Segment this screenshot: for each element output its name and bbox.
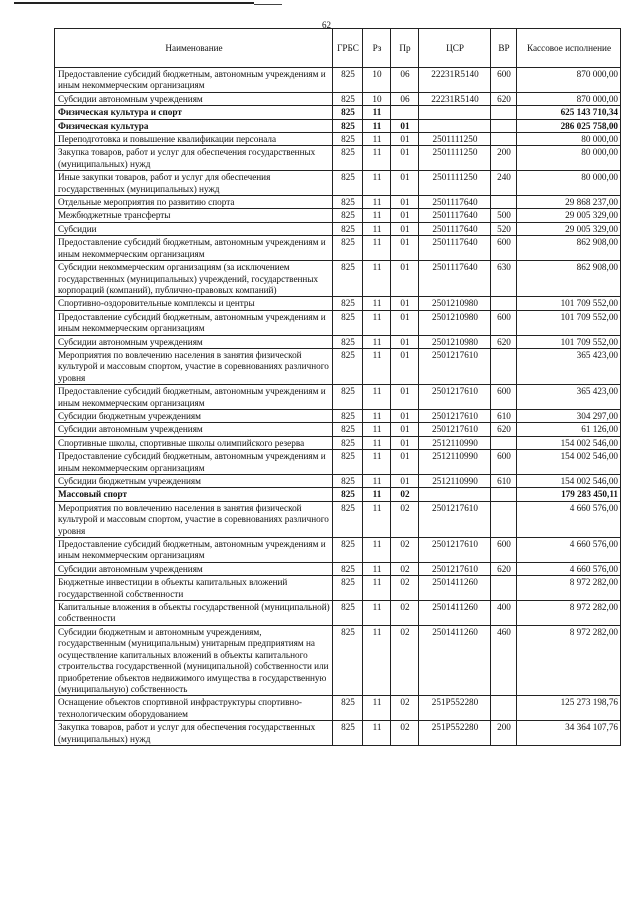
cell-rz: 11 [363, 297, 391, 310]
table-row [55, 119, 621, 132]
table-row [55, 209, 621, 222]
table-row [55, 261, 621, 297]
cell-name: Субсидии автономным учреждениям [55, 335, 333, 348]
header-amount: Кассовое исполнение [517, 29, 621, 68]
cell-name: Субсидии бюджетным учреждениям [55, 475, 333, 488]
cell-vr [491, 297, 517, 310]
table-row [55, 385, 621, 410]
table-row [55, 601, 621, 626]
cell-amount: 8 972 282,00 [517, 625, 621, 695]
cell-rz: 11 [363, 261, 391, 297]
cell-grbs: 825 [333, 68, 363, 93]
cell-grbs: 825 [333, 92, 363, 105]
cell-vr: 610 [491, 475, 517, 488]
cell-amount: 101 709 552,00 [517, 310, 621, 335]
cell-name: Мероприятия по вовлечению населения в занятия физической культурой и массовым спортом, участие в соревнованиях различного уровня [55, 348, 333, 384]
cell-csr [419, 106, 491, 119]
cell-amount: 80 000,00 [517, 171, 621, 196]
cell-name: Отдельные мероприятия по развитию спорта [55, 196, 333, 209]
cell-name: Предоставление субсидий бюджетным, автономным учреждениям и иным некоммерческим организациям [55, 385, 333, 410]
table-row [55, 488, 621, 501]
table-row [55, 562, 621, 575]
cell-amount: 862 908,00 [517, 261, 621, 297]
cell-name: Спортивно-оздоровительные комплексы и центры [55, 297, 333, 310]
table-row [55, 68, 621, 93]
scan-artifact-line [14, 2, 254, 4]
cell-grbs: 825 [333, 196, 363, 209]
table-row [55, 625, 621, 695]
cell-name: Закупка товаров, работ и услуг для обеспечения государственных (муниципальных) нужд [55, 146, 333, 171]
cell-name: Бюджетные инвестиции в объекты капитальных вложений государственной собственности [55, 576, 333, 601]
cell-amount: 34 364 107,76 [517, 721, 621, 746]
cell-grbs: 825 [333, 171, 363, 196]
cell-csr: 22231R5140 [419, 68, 491, 93]
page-number: 62 [322, 20, 331, 30]
cell-amount: 101 709 552,00 [517, 297, 621, 310]
cell-vr: 630 [491, 261, 517, 297]
cell-vr [491, 436, 517, 449]
cell-pr: 01 [391, 146, 419, 171]
cell-vr: 200 [491, 146, 517, 171]
cell-grbs: 825 [333, 488, 363, 501]
cell-name: Мероприятия по вовлечению населения в занятия физической культурой и массовым спортом, участие в соревнованиях различного уровня [55, 501, 333, 537]
cell-amount: 8 972 282,00 [517, 601, 621, 626]
cell-pr: 06 [391, 92, 419, 105]
cell-pr: 02 [391, 601, 419, 626]
cell-grbs: 825 [333, 436, 363, 449]
cell-grbs: 825 [333, 625, 363, 695]
cell-rz: 10 [363, 68, 391, 93]
table-row [55, 106, 621, 119]
cell-csr: 2512110990 [419, 436, 491, 449]
cell-pr: 01 [391, 335, 419, 348]
cell-vr [491, 196, 517, 209]
cell-amount: 870 000,00 [517, 92, 621, 105]
table-row [55, 146, 621, 171]
cell-rz: 11 [363, 436, 391, 449]
cell-amount: 365 423,00 [517, 385, 621, 410]
cell-grbs: 825 [333, 385, 363, 410]
cell-amount: 8 972 282,00 [517, 576, 621, 601]
cell-amount: 870 000,00 [517, 68, 621, 93]
table-row [55, 222, 621, 235]
cell-grbs: 825 [333, 119, 363, 132]
cell-csr: 2501111250 [419, 171, 491, 196]
cell-name: Предоставление субсидий бюджетным, автономным учреждениям и иным некоммерческим организациям [55, 538, 333, 563]
cell-grbs: 825 [333, 721, 363, 746]
cell-pr: 01 [391, 475, 419, 488]
cell-csr: 2501111250 [419, 133, 491, 146]
cell-grbs: 825 [333, 146, 363, 171]
cell-csr: 2501217610 [419, 538, 491, 563]
cell-name: Субсидии автономным учреждениям [55, 92, 333, 105]
cell-amount: 154 002 546,00 [517, 475, 621, 488]
table-row [55, 348, 621, 384]
cell-csr: 2501210980 [419, 335, 491, 348]
cell-csr: 2501217610 [419, 385, 491, 410]
cell-csr: 2501117640 [419, 222, 491, 235]
cell-vr: 500 [491, 209, 517, 222]
cell-pr: 02 [391, 501, 419, 537]
header-pr: Пр [391, 29, 419, 68]
cell-pr: 01 [391, 436, 419, 449]
cell-vr: 620 [491, 562, 517, 575]
cell-csr: 2512110990 [419, 475, 491, 488]
cell-pr: 01 [391, 310, 419, 335]
cell-pr: 01 [391, 119, 419, 132]
cell-name: Оснащение объектов спортивной инфраструктуры спортивно-технологическим оборудованием [55, 696, 333, 721]
cell-csr: 2501411260 [419, 601, 491, 626]
table-row [55, 721, 621, 746]
cell-grbs: 825 [333, 423, 363, 436]
cell-vr [491, 576, 517, 601]
cell-pr: 01 [391, 133, 419, 146]
cell-pr: 02 [391, 696, 419, 721]
cell-rz: 11 [363, 601, 391, 626]
cell-amount: 179 283 450,11 [517, 488, 621, 501]
table-row [55, 409, 621, 422]
cell-vr [491, 488, 517, 501]
cell-amount: 29 005 329,00 [517, 209, 621, 222]
cell-pr: 01 [391, 450, 419, 475]
cell-rz: 11 [363, 335, 391, 348]
cell-csr: 2501117640 [419, 196, 491, 209]
table-row [55, 196, 621, 209]
cell-vr [491, 696, 517, 721]
cell-vr: 600 [491, 450, 517, 475]
table-row [55, 538, 621, 563]
cell-vr: 600 [491, 385, 517, 410]
cell-vr [491, 106, 517, 119]
cell-amount: 154 002 546,00 [517, 436, 621, 449]
cell-pr: 01 [391, 348, 419, 384]
cell-rz: 11 [363, 501, 391, 537]
cell-csr: 2501210980 [419, 310, 491, 335]
cell-name: Иные закупки товаров, работ и услуг для обеспечения государственных (муниципальных) нужд [55, 171, 333, 196]
header-rz: Рз [363, 29, 391, 68]
header-vr: ВР [491, 29, 517, 68]
cell-name: Переподготовка и повышение квалификации персонала [55, 133, 333, 146]
cell-grbs: 825 [333, 297, 363, 310]
cell-pr: 02 [391, 488, 419, 501]
cell-vr [491, 501, 517, 537]
cell-name: Субсидии автономным учреждениям [55, 562, 333, 575]
cell-grbs: 825 [333, 475, 363, 488]
cell-amount: 154 002 546,00 [517, 450, 621, 475]
cell-rz: 11 [363, 625, 391, 695]
table-body [55, 68, 621, 746]
cell-csr: 251P552280 [419, 721, 491, 746]
cell-name: Предоставление субсидий бюджетным, автономным учреждениям и иным некоммерческим организациям [55, 68, 333, 93]
cell-rz: 11 [363, 696, 391, 721]
table-row [55, 423, 621, 436]
cell-vr: 400 [491, 601, 517, 626]
cell-rz: 11 [363, 196, 391, 209]
cell-grbs: 825 [333, 601, 363, 626]
cell-amount: 304 297,00 [517, 409, 621, 422]
cell-pr: 01 [391, 409, 419, 422]
table-row [55, 450, 621, 475]
cell-name: Межбюджетные трансферты [55, 209, 333, 222]
cell-amount: 101 709 552,00 [517, 335, 621, 348]
cell-name: Физическая культура и спорт [55, 106, 333, 119]
table-row [55, 436, 621, 449]
cell-grbs: 825 [333, 335, 363, 348]
cell-csr [419, 488, 491, 501]
cell-pr: 01 [391, 297, 419, 310]
cell-csr: 2501217610 [419, 348, 491, 384]
cell-rz: 11 [363, 450, 391, 475]
scan-artifact-line [254, 4, 282, 5]
cell-grbs: 825 [333, 538, 363, 563]
cell-pr: 02 [391, 721, 419, 746]
cell-grbs: 825 [333, 409, 363, 422]
cell-grbs: 825 [333, 236, 363, 261]
cell-pr: 02 [391, 538, 419, 563]
cell-rz: 11 [363, 721, 391, 746]
cell-grbs: 825 [333, 562, 363, 575]
cell-pr: 01 [391, 385, 419, 410]
cell-vr: 620 [491, 92, 517, 105]
cell-amount: 286 025 758,00 [517, 119, 621, 132]
cell-vr: 620 [491, 423, 517, 436]
cell-grbs: 825 [333, 310, 363, 335]
cell-rz: 11 [363, 119, 391, 132]
cell-amount: 625 143 710,34 [517, 106, 621, 119]
table-row [55, 297, 621, 310]
cell-grbs: 825 [333, 576, 363, 601]
table-row [55, 696, 621, 721]
cell-grbs: 825 [333, 209, 363, 222]
cell-rz: 11 [363, 348, 391, 384]
cell-rz: 11 [363, 423, 391, 436]
cell-csr: 2501217610 [419, 501, 491, 537]
cell-name: Субсидии некоммерческим организациям (за исключением государственных (муниципальных) учреждений, государственных корпораций (компаний), публично-правовых компаний) [55, 261, 333, 297]
cell-vr: 460 [491, 625, 517, 695]
cell-vr [491, 119, 517, 132]
cell-amount: 4 660 576,00 [517, 562, 621, 575]
cell-amount: 29 868 237,00 [517, 196, 621, 209]
cell-grbs: 825 [333, 696, 363, 721]
cell-vr: 610 [491, 409, 517, 422]
cell-rz: 11 [363, 106, 391, 119]
table-row [55, 335, 621, 348]
cell-amount: 365 423,00 [517, 348, 621, 384]
table-row [55, 475, 621, 488]
cell-vr: 240 [491, 171, 517, 196]
cell-rz: 11 [363, 488, 391, 501]
cell-rz: 11 [363, 222, 391, 235]
cell-name: Закупка товаров, работ и услуг для обеспечения государственных (муниципальных) нужд [55, 721, 333, 746]
cell-pr: 01 [391, 196, 419, 209]
cell-grbs: 825 [333, 450, 363, 475]
table-row [55, 236, 621, 261]
header-name: Наименование [55, 29, 333, 68]
cell-name: Предоставление субсидий бюджетным, автономным учреждениям и иным некоммерческим организациям [55, 310, 333, 335]
table-row [55, 310, 621, 335]
cell-grbs: 825 [333, 261, 363, 297]
cell-grbs: 825 [333, 348, 363, 384]
cell-rz: 11 [363, 576, 391, 601]
cell-amount: 61 126,00 [517, 423, 621, 436]
cell-amount: 125 273 198,76 [517, 696, 621, 721]
cell-amount: 4 660 576,00 [517, 538, 621, 563]
cell-name: Субсидии бюджетным и автономным учреждениям, государственным (муниципальным) унитарным предприятиям на осуществление капитальных вложений в объекты капитального строительства государственной (муниципальной) собственности или приобретение объектов недвижимого имущества в государственную (муниципальную) собственность [55, 625, 333, 695]
cell-pr: 02 [391, 576, 419, 601]
cell-grbs: 825 [333, 222, 363, 235]
cell-vr: 200 [491, 721, 517, 746]
cell-rz: 11 [363, 171, 391, 196]
cell-name: Массовый спорт [55, 488, 333, 501]
cell-rz: 11 [363, 562, 391, 575]
cell-vr: 600 [491, 68, 517, 93]
cell-vr: 600 [491, 236, 517, 261]
table-row [55, 501, 621, 537]
cell-pr: 01 [391, 209, 419, 222]
cell-name: Капитальные вложения в объекты государственной (муниципальной) собственности [55, 601, 333, 626]
cell-vr: 600 [491, 310, 517, 335]
cell-grbs: 825 [333, 501, 363, 537]
cell-csr: 2512110990 [419, 450, 491, 475]
cell-rz: 11 [363, 310, 391, 335]
table-row [55, 133, 621, 146]
cell-name: Субсидии автономным учреждениям [55, 423, 333, 436]
header-csr: ЦСР [419, 29, 491, 68]
cell-rz: 11 [363, 209, 391, 222]
cell-amount: 862 908,00 [517, 236, 621, 261]
cell-vr: 620 [491, 335, 517, 348]
cell-name: Предоставление субсидий бюджетным, автономным учреждениям и иным некоммерческим организациям [55, 450, 333, 475]
cell-pr: 01 [391, 222, 419, 235]
cell-csr: 2501117640 [419, 236, 491, 261]
table-header-row [55, 29, 621, 68]
cell-name: Субсидии [55, 222, 333, 235]
cell-amount: 80 000,00 [517, 146, 621, 171]
header-grbs: ГРБС [333, 29, 363, 68]
cell-vr [491, 133, 517, 146]
cell-csr: 2501117640 [419, 209, 491, 222]
cell-vr [491, 348, 517, 384]
cell-vr: 520 [491, 222, 517, 235]
cell-pr: 01 [391, 423, 419, 436]
cell-csr: 2501411260 [419, 576, 491, 601]
cell-csr: 2501217610 [419, 423, 491, 436]
table-row [55, 171, 621, 196]
cell-name: Предоставление субсидий бюджетным, автономным учреждениям и иным некоммерческим организациям [55, 236, 333, 261]
cell-csr: 22231R5140 [419, 92, 491, 105]
table-row [55, 92, 621, 105]
cell-pr: 01 [391, 261, 419, 297]
cell-pr: 01 [391, 236, 419, 261]
cell-name: Физическая культура [55, 119, 333, 132]
cell-pr: 06 [391, 68, 419, 93]
cell-pr: 02 [391, 562, 419, 575]
cell-csr [419, 119, 491, 132]
cell-rz: 11 [363, 409, 391, 422]
cell-amount: 80 000,00 [517, 133, 621, 146]
cell-rz: 10 [363, 92, 391, 105]
cell-pr: 01 [391, 171, 419, 196]
cell-name: Субсидии бюджетным учреждениям [55, 409, 333, 422]
cell-csr: 2501117640 [419, 261, 491, 297]
cell-rz: 11 [363, 236, 391, 261]
cell-csr: 2501411260 [419, 625, 491, 695]
cell-pr [391, 106, 419, 119]
cell-rz: 11 [363, 538, 391, 563]
table-row [55, 576, 621, 601]
cell-csr: 2501217610 [419, 562, 491, 575]
cell-csr: 2501210980 [419, 297, 491, 310]
cell-grbs: 825 [333, 133, 363, 146]
cell-amount: 29 005 329,00 [517, 222, 621, 235]
cell-rz: 11 [363, 475, 391, 488]
cell-pr: 02 [391, 625, 419, 695]
cell-rz: 11 [363, 146, 391, 171]
cell-rz: 11 [363, 133, 391, 146]
cell-grbs: 825 [333, 106, 363, 119]
budget-execution-table [54, 28, 621, 746]
cell-rz: 11 [363, 385, 391, 410]
cell-csr: 251P552280 [419, 696, 491, 721]
cell-name: Спортивные школы, спортивные школы олимпийского резерва [55, 436, 333, 449]
cell-csr: 2501111250 [419, 146, 491, 171]
cell-amount: 4 660 576,00 [517, 501, 621, 537]
cell-csr: 2501217610 [419, 409, 491, 422]
cell-vr: 600 [491, 538, 517, 563]
